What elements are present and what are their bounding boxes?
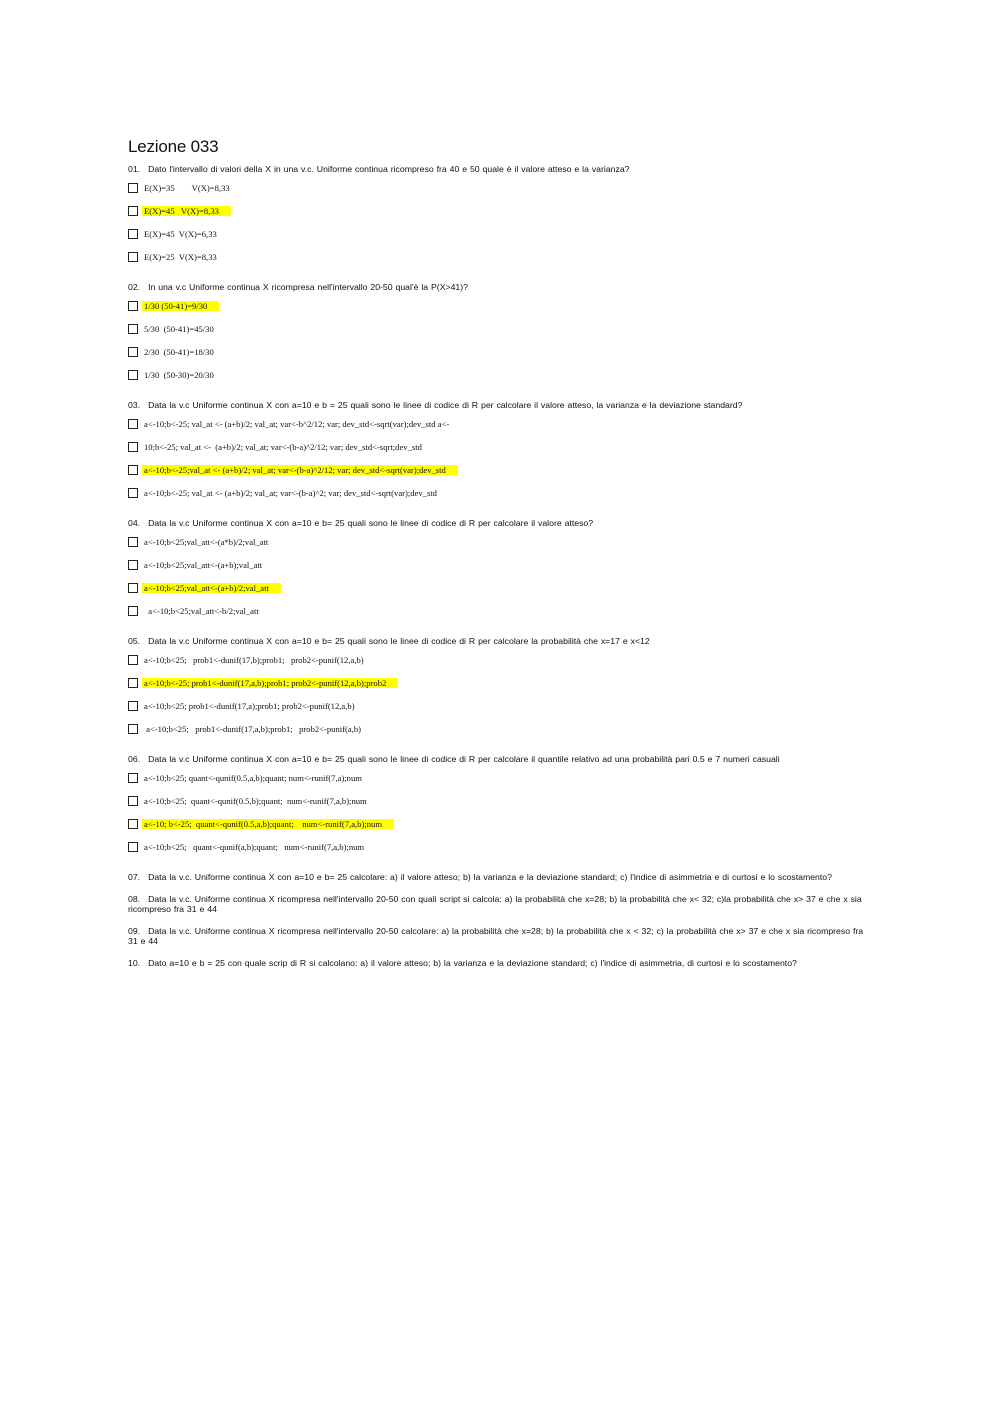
answer-checkbox[interactable]	[128, 370, 138, 380]
question-text	[128, 754, 868, 764]
answer-option	[128, 559, 868, 571]
question-text	[128, 636, 868, 646]
document-page	[128, 137, 868, 980]
question-text	[128, 400, 868, 410]
question-label: Data la v.c. Uniforme continua X ricompresa nell'intervallo 20-50 calcolare: a) la probabilità che x=28; b) la probabilità che x < 32; c) la probabilità che x> 37 e che x sia ricompreso fra 31 e 44	[128, 926, 864, 946]
correct-answer-text: E(X)=45 V(X)=8,33	[142, 206, 231, 216]
answer-checkbox[interactable]	[128, 606, 138, 616]
correct-answer-text: a<-10;b<-25;val_at <- (a+b)/2; val_at; var<-(b-a)^2/12; var; dev_std<-sqrt(var);dev_std	[142, 465, 458, 475]
answer-checkbox[interactable]	[128, 583, 138, 593]
question-spacer	[128, 274, 868, 282]
answer-text: a<-10;b<-25; val_at <- (a+b)/2; val_at; var<-b^2/12; var; dev_std<-sqrt(var);dev_std a<-	[144, 419, 450, 429]
answer-option	[128, 182, 868, 194]
answer-text: a<-10;b<25;val_att<-b/2;val_att	[144, 606, 259, 616]
answer-option	[128, 487, 868, 499]
question-number: 06.	[128, 754, 141, 764]
question-number: 03.	[128, 400, 141, 410]
correct-answer-text: a<-10;b<25;val_att<-(a+b)/2;val_att	[142, 583, 281, 593]
answer-option	[128, 228, 868, 240]
question-text	[128, 872, 868, 882]
open-question-block	[128, 894, 868, 914]
answer-option	[128, 346, 868, 358]
answer-text: a<-10;b<25; prob1<-dunif(17,b);prob1; prob2<-punif(12,a,b)	[144, 655, 364, 665]
open-question-block	[128, 958, 868, 968]
answer-checkbox[interactable]	[128, 488, 138, 498]
question-text	[128, 164, 868, 174]
question-number: 01.	[128, 164, 141, 174]
correct-answer-text: 1/30 (50-41)=9/30	[142, 301, 219, 311]
answer-option	[128, 654, 868, 666]
answer-option	[128, 205, 868, 217]
question-text	[128, 894, 868, 914]
answer-checkbox[interactable]	[128, 252, 138, 262]
question-block	[128, 400, 868, 518]
answer-text: a<-10;b<25; prob1<-dunif(17,a,b);prob1; prob2<-punif(a,b)	[144, 724, 361, 734]
question-label: Dato a=10 e b = 25 con quale scrip di R si calcolano: a) il valore atteso; b) la varianza e la deviazione standard; c) l'indice di asimmetria, di curtosi e lo scostamento?	[148, 958, 797, 968]
question-spacer	[128, 628, 868, 636]
open-question-block	[128, 872, 868, 882]
answer-text: E(X)=45 V(X)=6,33	[144, 229, 217, 239]
answer-option	[128, 723, 868, 735]
question-label: Data la v.c Uniforme continua X con a=10 e b= 25 quali sono le linee di codice di R per calcolare la probabilità che x=17 e x<12	[148, 636, 650, 646]
question-text	[128, 958, 868, 968]
answer-text: a<-10;b<25;val_att<-(a+b);val_att	[144, 560, 263, 570]
question-label: Dato l'intervallo di valori della X in una v.c. Uniforme continua ricompreso fra 40 e 50 quale è il valore atteso e la varianza?	[148, 164, 630, 174]
answer-option	[128, 418, 868, 430]
question-number: 04.	[128, 518, 141, 528]
answer-option	[128, 841, 868, 853]
question-label: Data la v.c Uniforme continua X con a=10 e b= 25 quali sono le linee di codice di R per calcolare il valore atteso?	[148, 518, 594, 528]
answer-option	[128, 300, 868, 312]
open-question-block	[128, 926, 868, 946]
question-block	[128, 636, 868, 754]
answer-checkbox[interactable]	[128, 419, 138, 429]
question-number: 10.	[128, 958, 141, 968]
answer-checkbox[interactable]	[128, 773, 138, 783]
question-label: Data la v.c Uniforme continua X con a=10 e b = 25 quali sono le linee di codice di R per calcolare il valore atteso, la varianza e la deviazione standard?	[148, 400, 743, 410]
answer-text: 10;b<-25; val_at <- (a+b)/2; val_at; var<-(b-a)^2/12; var; dev_std<-sqrt;dev_std	[144, 442, 422, 452]
answer-option	[128, 677, 868, 689]
question-number: 05.	[128, 636, 141, 646]
answer-checkbox[interactable]	[128, 465, 138, 475]
question-number: 09.	[128, 926, 141, 936]
answer-option	[128, 818, 868, 830]
correct-answer-text: a<-10;b<-25; prob1<-dunif(17,a,b);prob1; prob2<-punif(12,a,b);prob2	[142, 678, 398, 688]
answer-checkbox[interactable]	[128, 819, 138, 829]
question-number: 08.	[128, 894, 141, 904]
question-number: 07.	[128, 872, 141, 882]
answer-text: E(X)=35 V(X)=8,33	[144, 183, 230, 193]
page-title: Lezione 033	[128, 137, 219, 156]
answer-text: a<-10;b<25; quant<-qunif(0.5,b);quant; num<-runif(7,a,b);num	[144, 796, 367, 806]
question-spacer	[128, 510, 868, 518]
question-block	[128, 754, 868, 872]
question-text	[128, 282, 868, 292]
answer-checkbox[interactable]	[128, 701, 138, 711]
correct-answer-text: a<-10; b<-25; quant<-qunif(0.5,a,b);quant; num<-runif(7,a,b);num	[142, 819, 394, 829]
answer-option	[128, 536, 868, 548]
answer-checkbox[interactable]	[128, 537, 138, 547]
question-label: In una v.c Uniforme continua X ricompresa nell'intervallo 20-50 qual'è la P(X>41)?	[148, 282, 468, 292]
answer-option	[128, 251, 868, 263]
answer-checkbox[interactable]	[128, 324, 138, 334]
answer-option	[128, 772, 868, 784]
question-block	[128, 518, 868, 636]
answer-option	[128, 464, 868, 476]
answer-text: a<-10;b<25;val_att<-(a*b)/2;val_att	[144, 537, 269, 547]
question-label: Data la v.c. Uniforme continua X con a=10 e b= 25 calcolare: a) il valore atteso; b) la varianza e la deviazione standard; c) l'indice di asimmetria e di curtosi e lo scostamento?	[148, 872, 832, 882]
open-questions	[128, 872, 868, 968]
question-spacer	[128, 392, 868, 400]
answer-checkbox[interactable]	[128, 229, 138, 239]
answer-option	[128, 369, 868, 381]
answer-checkbox[interactable]	[128, 724, 138, 734]
multiple-choice-questions	[128, 164, 868, 872]
answer-checkbox[interactable]	[128, 678, 138, 688]
answer-checkbox[interactable]	[128, 842, 138, 852]
question-block	[128, 282, 868, 400]
answer-checkbox[interactable]	[128, 655, 138, 665]
question-block	[128, 164, 868, 282]
answer-text: a<-10;b<-25; val_at <- (a+b)/2; val_at; var<-(b-a)^2; var; dev_std<-sqrt(var);dev_std	[144, 488, 437, 498]
answer-option	[128, 605, 868, 617]
answer-option	[128, 700, 868, 712]
answer-checkbox[interactable]	[128, 442, 138, 452]
question-number: 02.	[128, 282, 141, 292]
answer-option	[128, 323, 868, 335]
answer-checkbox[interactable]	[128, 347, 138, 357]
answer-option	[128, 582, 868, 594]
answer-option	[128, 795, 868, 807]
answer-text: 2/30 (50-41)=18/30	[144, 347, 214, 357]
answer-checkbox[interactable]	[128, 301, 138, 311]
answer-checkbox[interactable]	[128, 796, 138, 806]
answer-option	[128, 441, 868, 453]
question-spacer	[128, 864, 868, 872]
answer-checkbox[interactable]	[128, 206, 138, 216]
question-label: Data la v.c Uniforme continua X con a=10 e b= 25 quali sono le linee di codice di R per calcolare il quantile relativo ad una probabilità pari 0.5 e 7 numeri casuali	[148, 754, 780, 764]
answer-checkbox[interactable]	[128, 560, 138, 570]
question-spacer	[128, 746, 868, 754]
question-text	[128, 518, 868, 528]
answer-text: E(X)=25 V(X)=8,33	[144, 252, 217, 262]
answer-checkbox[interactable]	[128, 183, 138, 193]
question-text	[128, 926, 868, 946]
answer-text: a<-10;b<25; prob1<-dunif(17,a);prob1; prob2<-punif(12,a,b)	[144, 701, 355, 711]
answer-text: 5/30 (50-41)=45/30	[144, 324, 214, 334]
answer-text: 1/30 (50-30)=20/30	[144, 370, 214, 380]
question-label: Data la v.c. Uniforme continua X ricompresa nell'intervallo 20-50 con quali script si calcola: a) la probabilità che x=28; b) la probabilità che x< 32; c)la probabilità che x> 37 e che x sia ricompreso fra 31 e 44	[128, 894, 862, 914]
answer-text: a<-10;b<25; quant<-qunif(0.5,a,b);quant; num<-runif(7,a);num	[144, 773, 362, 783]
answer-text: a<-10;b<25; quant<-qunif(a,b);quant; num<-runif(7,a,b);num	[144, 842, 365, 852]
